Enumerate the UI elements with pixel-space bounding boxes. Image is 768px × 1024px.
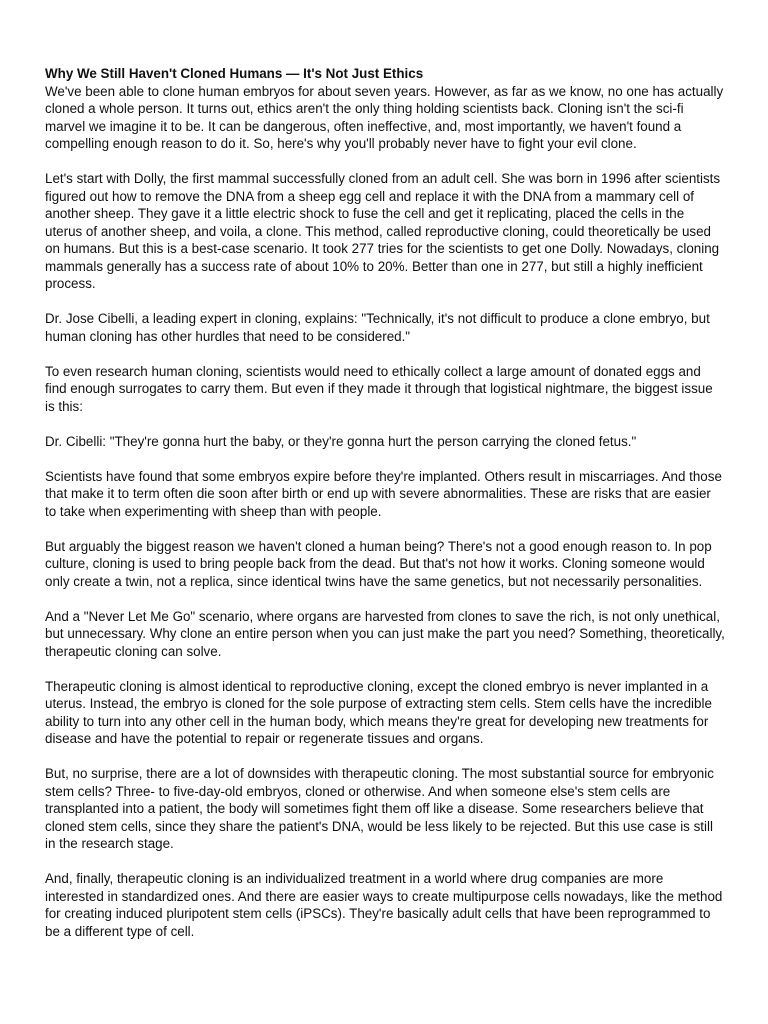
paragraph-cibelli-quote: Dr. Jose Cibelli, a leading expert in cloning, explains: "Technically, it's not difficult to produce a clone embryo, but human cloning has other hurdles that need to be considered." — [45, 311, 710, 344]
paragraph-never-let-me-go: And a "Never Let Me Go" scenario, where organs are harvested from clones to save the rich, is not only unethical, but unnecessary. Why clone an entire person when you can just make the part you need? Something, theoretically, therapeutic cloning can solve. — [45, 608, 725, 659]
document-page — [45, 65, 725, 958]
paragraph-embryo-risks: Scientists have found that some embryos expire before they're implanted. Others result in miscarriages. And those that make it to term often die soon after birth or end up with severe abnormalities. These are risks that are easier to take when experimenting with sheep than with people. — [45, 468, 722, 519]
paragraph-individualized: And, finally, therapeutic cloning is an individualized treatment in a world where drug companies are more interested in standardized ones. And there are easier ways to create multipurpose cells nowadays, like the method for creating induced pluripotent stem cells (iPSCs). They're basically adult cells that have been reprogrammed to be a different type of cell. — [45, 871, 723, 939]
paragraph-downsides: But, no surprise, there are a lot of downsides with therapeutic cloning. The most substantial source for embryonic stem cells? Three- to five-day-old embryos, cloned or otherwise. And when someone else's stem cells are transplanted into a patient, the body will sometimes fight them off like a disease. Some researchers believe that cloned stem cells, since they share the patient's DNA, would be less likely to be rejected. But this use case is still in the research stage. — [45, 766, 714, 851]
paragraph-no-reason: But arguably the biggest reason we haven't cloned a human being? There's not a good enough reason to. In pop culture, cloning is used to bring people back from the dead. But that's not how it works. Cloning someone would only create a twin, not a replica, since identical twins have the same genetics, but not necessarily personalities. — [45, 538, 712, 589]
paragraph-research-hurdles: To even research human cloning, scientists would need to ethically collect a large amount of donated eggs and find enough surrogates to carry them. But even if they made it through that logistical nightmare, the biggest issue is this: — [45, 363, 713, 414]
paragraph-intro: We've been able to clone human embryos for about seven years. However, as far as we know, no one has actually cloned a whole person. It turns out, ethics aren't the only thing holding scientists back. Cloning isn't the sci-fi marvel we imagine it to be. It can be dangerous, often ineffective, and, most importantly, we haven't found a compelling enough reason to do it. So, here's why you'll probably never have to fight your evil clone. — [45, 83, 724, 151]
paragraph-therapeutic-cloning: Therapeutic cloning is almost identical to reproductive cloning, except the cloned embryo is never implanted in a uterus. Instead, the embryo is cloned for the sole purpose of extracting stem cells. Stem cells have the incredible ability to turn into any other cell in the human body, which means they're great for developing new treatments for disease and have the potential to repair or regenerate tissues and organs. — [45, 678, 712, 746]
paragraph-dolly: Let's start with Dolly, the first mammal successfully cloned from an adult cell. She was born in 1996 after scientists figured out how to remove the DNA from a sheep egg cell and replace it with the DNA from a mammary cell of another sheep. They gave it a little electric shock to fuse the cell and get it replicating, placed the cells in the uterus of another sheep, and voila, a clone. This method, called reproductive cloning, could theoretically be used on humans. But this is a best-case scenario. It took 277 tries for the scientists to get one Dolly. Nowadays, cloning mammals generally has a success rate of about 10% to 20%. Better than one in 277, but still a highly inefficient process. — [45, 171, 721, 291]
paragraph-cibelli-hurt: Dr. Cibelli: "They're gonna hurt the baby, or they're gonna hurt the person carrying the cloned fetus." — [45, 433, 637, 449]
document-title: Why We Still Haven't Cloned Humans — It's Not Just Ethics — [45, 66, 424, 81]
